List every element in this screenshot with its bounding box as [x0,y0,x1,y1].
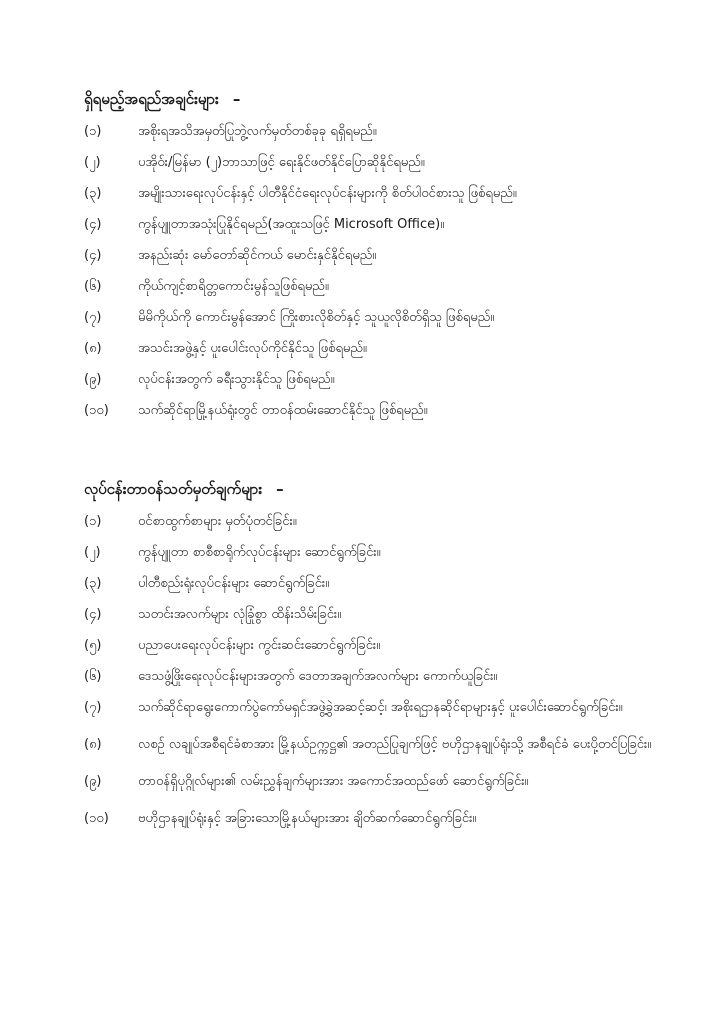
item-text: သက်ဆိုင်ရာရွေးကောက်ပွဲကော်မရှင်အဖွဲ့ခွဲအဆင့်ဆင့်၊ အစိုးရဌာနဆိုင်ရာများနှင့် ပူးပေါင်းဆောင်ရွက်ခြင်း။ [138,700,623,715]
item-text: အမျိုးသားရေးလုပ်ငန်းနှင့် ပါတီနိုင်ငံရေးလုပ်ငန်းများကို စိတ်ပါဝင်စားသူ ဖြစ်ရမည်။ [138,186,517,201]
item-text: ပအိုဝ်း/မြန်မာ (၂)ဘာသာဖြင့် ရေးနိုင်ဖတ်နိုင်ပြောဆိုနိုင်ရမည်။ [138,155,425,170]
list-item [84,339,684,370]
item-text: ဝင်စာထွက်စာများ မှတ်ပုံတင်ခြင်း။ [138,514,297,529]
item-number: (၇) [84,310,102,325]
list-item [84,215,684,246]
item-text: အစိုးရအသိအမှတ်ပြုဘွဲ့လက်မှတ်တစ်ခုခု ရရှိရမည်။ [138,124,377,139]
list-item [84,512,684,543]
list-item [84,735,684,772]
item-text: ဒေသဖွံ့ဖြိုးရေးလုပ်ငန်းများအတွက် ဒေတာအချက်အလက်များ ကောက်ယူခြင်း။ [138,669,498,684]
item-text: အသင်းအဖွဲ့နှင့် ပူးပေါင်းလုပ်ကိုင်နိုင်သူ ဖြစ်ရမည်။ [138,341,367,356]
list-item [84,809,684,840]
item-number: (၄) [84,248,102,263]
list-item [84,153,684,184]
item-text: ဗဟိုဌာနချုပ်ရုံးနှင့် အခြားသောမြို့နယ်များအား ချိတ်ဆက်ဆောင်ရွက်ခြင်း။ [138,811,477,826]
item-number: (၉) [84,372,102,387]
item-number: (၂) [84,545,101,560]
list-item [84,698,684,735]
item-text: မိမိကိုယ်ကို ကောင်းမွန်အောင် ကြိုးစားလိုစိတ်နှင့် သူယူလိုစိတ်ရှိသူ ဖြစ်ရမည်။ [138,310,495,325]
item-number: (၄) [84,607,102,622]
list-item [84,667,684,698]
list-item [84,184,684,215]
item-text: သတင်းအလက်များ လုံခြုံစွာ ထိန်းသိမ်းခြင်း။ [138,607,342,622]
list-item [84,401,684,432]
list-item [84,370,684,401]
item-text: ကိုယ်ကျင့်စာရိတ္တကောင်းမွန်သူဖြစ်ရမည်။ [138,279,329,294]
item-text: အနည်းဆုံး မော်တော်ဆိုင်ကယ် မောင်းနှင်နိုင်ရမည်။ [138,248,377,263]
item-number: (၁) [84,124,102,139]
duties-heading-text: လုပ်ငန်းတာဝန်သတ်မှတ်ချက်များ [84,480,263,498]
list-item [84,574,684,605]
item-number: (၈) [84,737,102,752]
qualifications-section [84,88,684,432]
list-item [84,772,684,809]
item-number: (၅) [84,638,102,653]
item-number: (၁၀) [84,811,109,826]
duties-section [84,478,684,840]
qualifications-list [84,122,684,432]
item-number: (၁) [84,514,102,529]
list-item [84,246,684,277]
item-text: ကွန်ပျူတာ စာစီစာရိုက်လုပ်ငန်းများ ဆောင်ရွက်ခြင်း။ [138,545,381,560]
item-number: (၃) [84,576,102,591]
item-number: (၈) [84,341,102,356]
item-number: (၆) [84,669,102,684]
item-number: (၂) [84,155,101,170]
item-number: (၄) [84,217,102,232]
list-item [84,308,684,339]
item-text: ပါတီစည်းရုံးလုပ်ငန်းများ ဆောင်ရွက်ခြင်း။ [138,576,330,591]
duties-list [84,512,684,840]
list-item [84,605,684,636]
item-number: (၁၀) [84,403,109,418]
list-item [84,277,684,308]
list-item [84,122,684,153]
item-text: လုပ်ငန်းအတွက် ခရီးသွားနိုင်သူ ဖြစ်ရမည်။ [138,372,335,387]
qualifications-heading-dash: – [232,90,241,108]
duties-heading [84,478,684,500]
qualifications-heading-text: ရှိရမည့်အရည်အချင်းများ [84,90,219,108]
item-number: (၉) [84,774,102,789]
item-number: (၆) [84,279,102,294]
qualifications-heading [84,88,684,110]
item-text: သက်ဆိုင်ရာမြို့နယ်ရုံးတွင် တာဝန်ထမ်းဆောင်နိုင်သူ ဖြစ်ရမည်။ [138,403,428,418]
item-text: တာဝန်ရှိပုဂ္ဂိုလ်များ၏ လမ်းညွှန်ချက်များအား အကောင်အထည်ဖော် ဆောင်ရွက်ခြင်း။ [138,774,529,789]
item-text: ကွန်ပျူတာအသုံးပြုနိုင်ရမည်(အထူးသဖြင့် Microsoft Office)။ [138,217,445,232]
item-text: ပညာပေးရေးလုပ်ငန်းများ ကွင်းဆင်းဆောင်ရွက်ခြင်း။ [138,638,381,653]
list-item [84,543,684,574]
list-item [84,636,684,667]
item-number: (၃) [84,186,102,201]
item-number: (၇) [84,700,102,715]
duties-heading-dash: – [276,480,284,498]
item-text: လစဉ် လချုပ်အစီရင်ခံစာအား မြို့နယ်ဥက္ကဋ္ဌ၏ အတည်ပြုချက်ဖြင့် ဗဟိုဌာနချုပ်ရုံးသို့ အစီရင်ခံ ပေးပို့တင်ပြခြင်း။ [138,737,652,752]
